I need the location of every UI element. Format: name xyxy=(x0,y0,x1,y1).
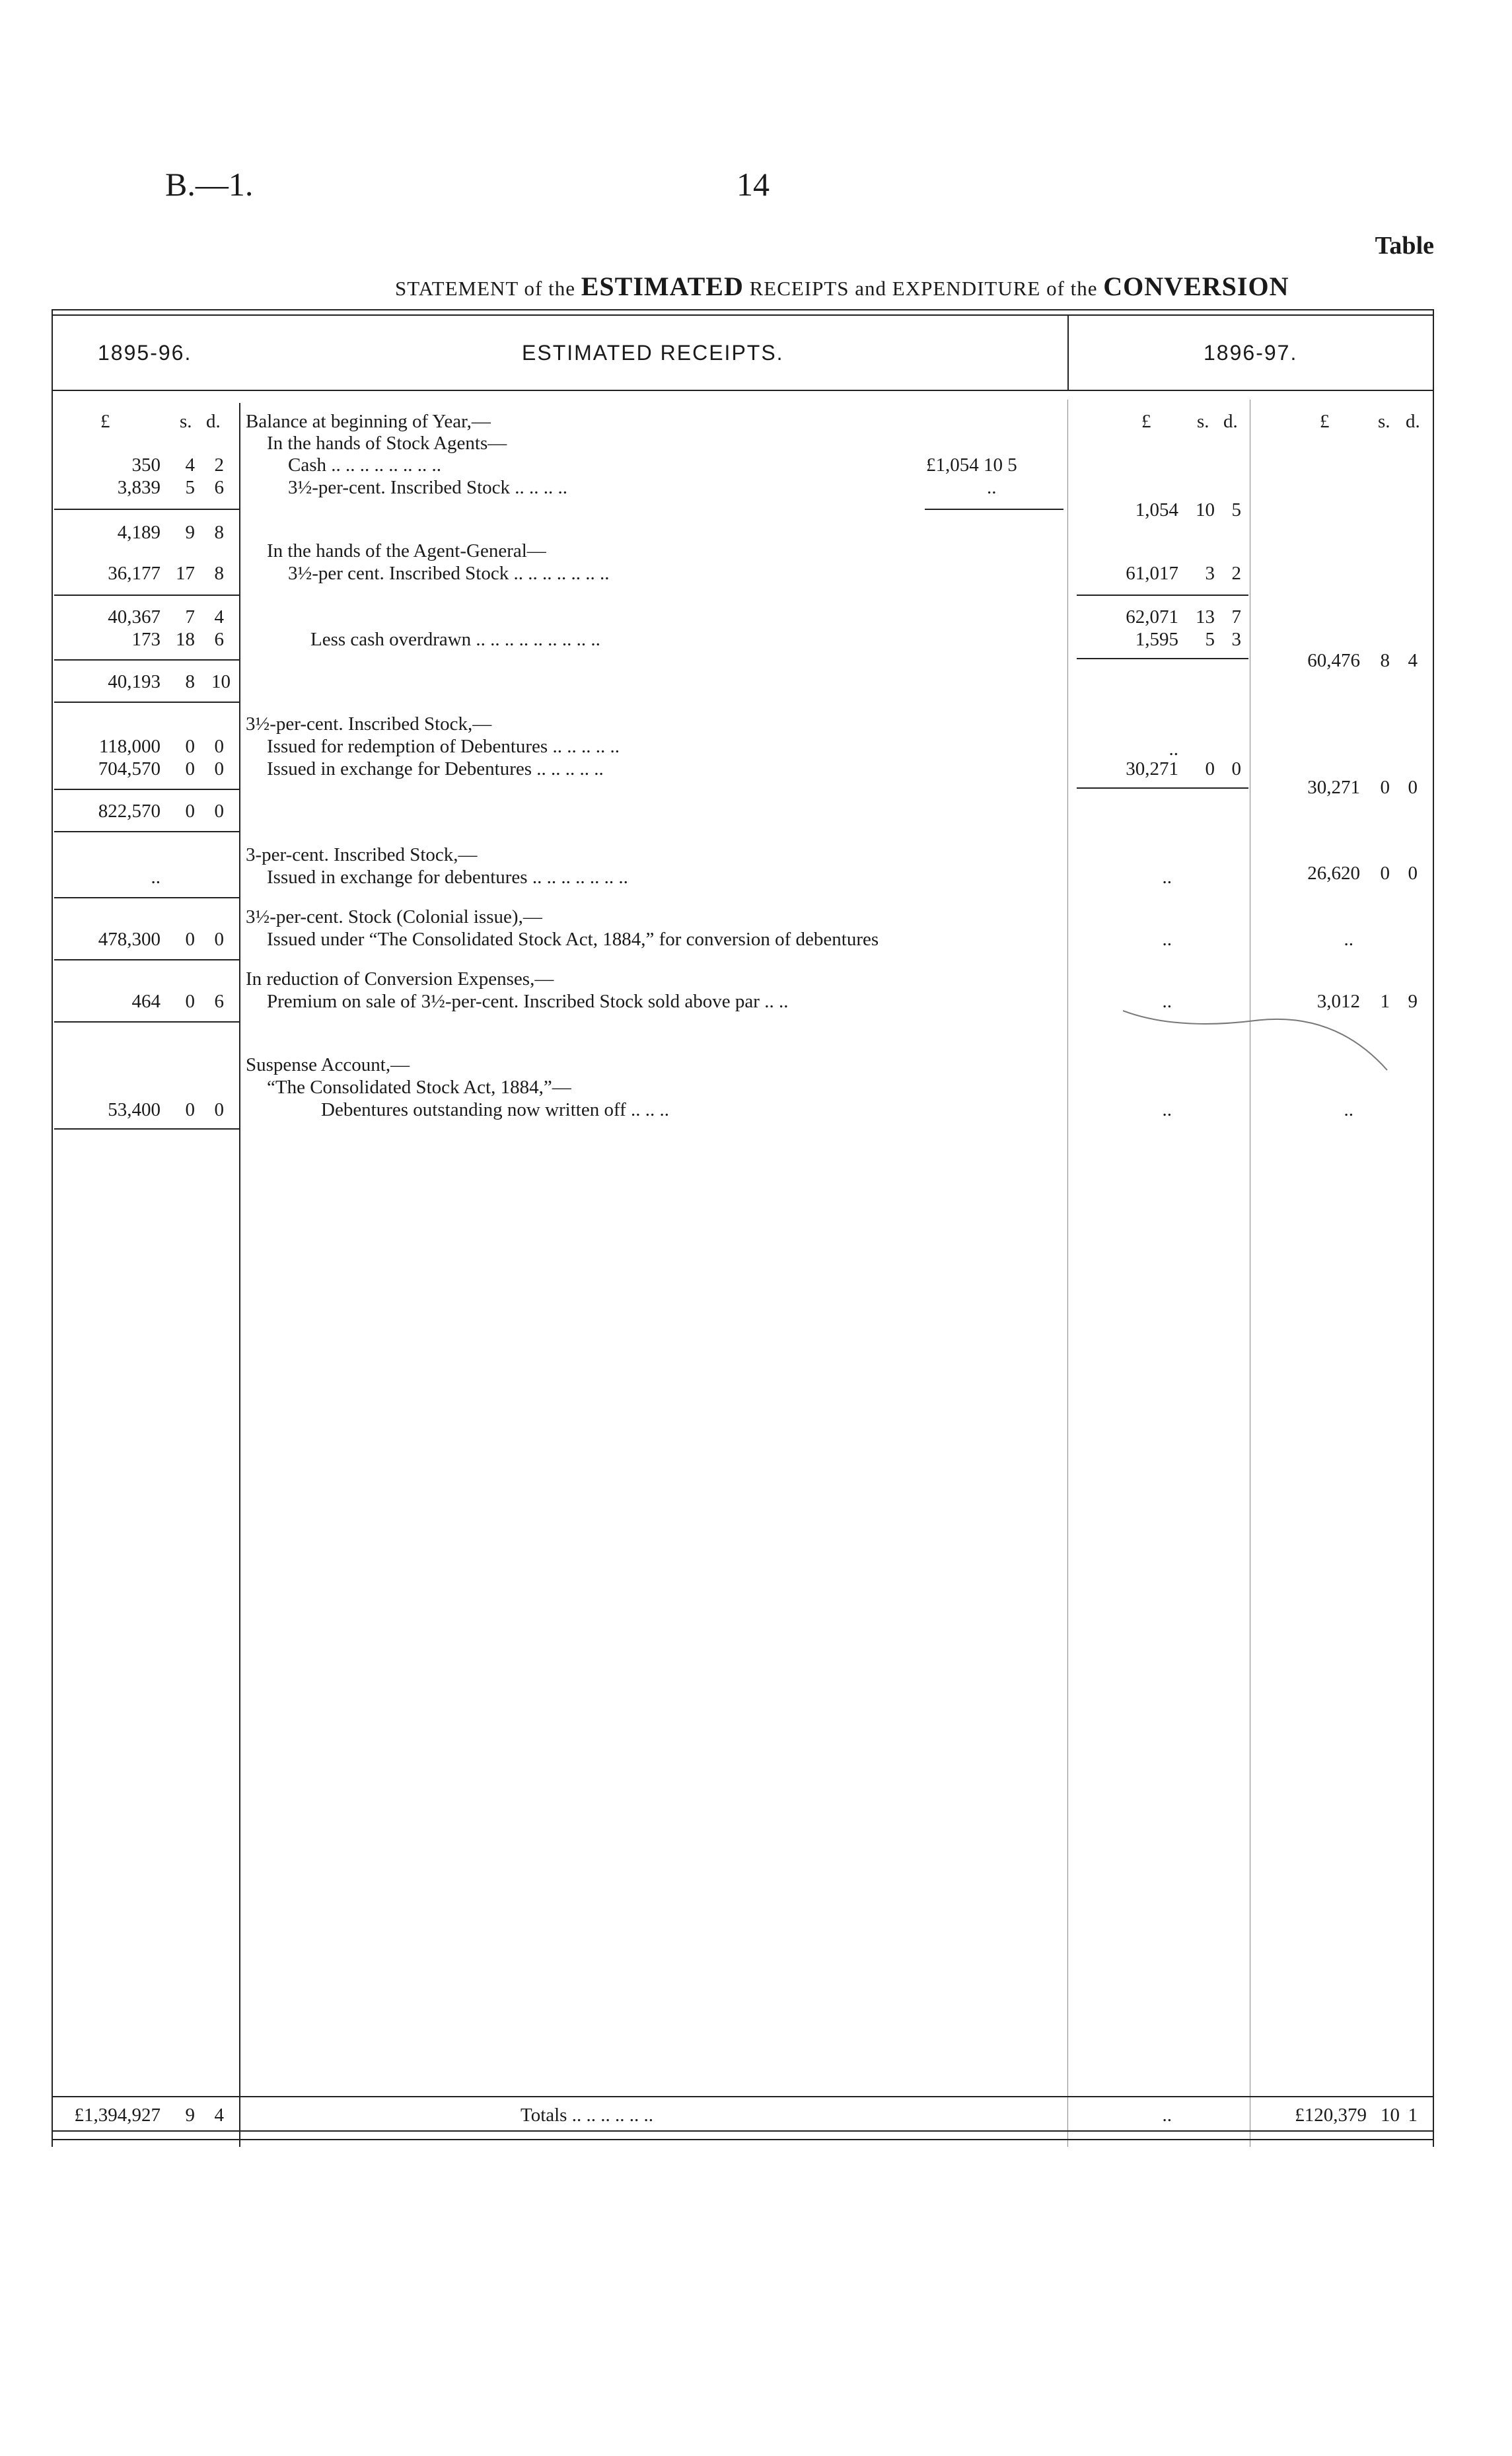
sub-dots: .. xyxy=(1162,867,1172,888)
sub-value: 30,271 xyxy=(1126,758,1178,779)
left-shillings: 0 xyxy=(185,758,195,779)
left-shillings: 0 xyxy=(185,991,195,1012)
desc-colonial-issue: 3½-per-cent. Stock (Colonial issue),— xyxy=(246,906,542,927)
total-pence: 0 xyxy=(1408,863,1418,884)
left-value: 40,193 xyxy=(108,671,161,692)
desc-suspense: Suspense Account,— xyxy=(246,1054,410,1075)
right-pound-header: £ xyxy=(1320,411,1330,432)
left-shillings: 4 xyxy=(185,454,195,476)
mid-pound-header: £ xyxy=(1141,411,1151,432)
total-value: 26,620 xyxy=(1307,863,1360,884)
left-shillings: 5 xyxy=(185,477,195,498)
left-value: 704,570 xyxy=(98,758,161,779)
total-shillings: 0 xyxy=(1380,863,1390,884)
mid-pence-header: d. xyxy=(1223,411,1238,432)
left-shillings: 17 xyxy=(176,563,195,584)
left-pence: 6 xyxy=(214,629,224,650)
left-pence: 6 xyxy=(214,477,224,498)
column-header-1896-97: 1896-97. xyxy=(1204,341,1298,365)
sub-value: 62,071 xyxy=(1126,606,1178,628)
desc-three-percent-exchange: Issued in exchange for debentures .. .. .. .. .. .. .. xyxy=(267,867,628,888)
left-value: 822,570 xyxy=(98,801,161,822)
desc-redemption: Issued for redemption of Debentures .. .. .. .. .. xyxy=(267,736,620,757)
sub-pence: 7 xyxy=(1231,606,1241,628)
sub-pence: 2 xyxy=(1231,563,1241,584)
desc-cash: Cash .. .. .. .. .. .. .. .. xyxy=(288,454,441,476)
left-shillings: 9 xyxy=(185,522,195,543)
left-dots: .. xyxy=(151,867,161,888)
left-value: 464 xyxy=(131,991,161,1012)
sub-value: 61,017 xyxy=(1126,563,1178,584)
sub-shillings: 3 xyxy=(1205,563,1215,584)
sub-shillings: 13 xyxy=(1196,606,1215,628)
left-value: 53,400 xyxy=(108,1099,161,1120)
sub-dots: .. xyxy=(1162,2105,1172,2126)
left-shillings: 8 xyxy=(185,671,195,692)
total-pence: 4 xyxy=(1408,650,1418,671)
desc-colonial-under: Issued under “The Consolidated Stock Act, 1884,” for conversion of debentures xyxy=(267,929,879,950)
left-shillings: 0 xyxy=(185,929,195,950)
desc-cash-amount: £1,054 10 5 xyxy=(926,454,1017,476)
sub-dots: .. xyxy=(1162,929,1172,950)
sub-shillings: 10 xyxy=(1196,499,1215,521)
sub-dots: .. xyxy=(1169,739,1178,760)
left-value: 118,000 xyxy=(98,736,161,757)
left-pence: 0 xyxy=(214,758,224,779)
left-pence: 0 xyxy=(214,736,224,757)
column-header-1895-96: 1895-96. xyxy=(98,341,192,365)
left-pence-header: d. xyxy=(206,411,221,432)
desc-inscribed-stock-header: 3½-per-cent. Inscribed Stock,— xyxy=(246,713,492,735)
total-value: 3,012 xyxy=(1316,991,1360,1012)
left-value: 40,367 xyxy=(108,606,161,628)
grand-total-shillings: 10 xyxy=(1381,2105,1400,2126)
grand-total-pence: 1 xyxy=(1408,2105,1418,2126)
desc-inscribed-stock: 3½-per-cent. Inscribed Stock .. .. .. .. xyxy=(288,477,568,498)
left-pence: 4 xyxy=(214,606,224,628)
left-value: 350 xyxy=(131,454,161,476)
left-pence: 0 xyxy=(214,929,224,950)
desc-exchange: Issued in exchange for Debentures .. .. .. .. .. xyxy=(267,758,604,779)
sub-dots: .. xyxy=(1162,1099,1172,1120)
total-value: 60,476 xyxy=(1307,650,1360,671)
sub-pence: 5 xyxy=(1231,499,1241,521)
left-shillings: 0 xyxy=(185,1099,195,1120)
left-pence: 8 xyxy=(214,522,224,543)
total-pence: 9 xyxy=(1408,991,1418,1012)
desc-premium: Premium on sale of 3½-per-cent. Inscribed Stock sold above par .. .. xyxy=(267,991,789,1012)
desc-inscribed-amount: .. xyxy=(987,477,997,498)
sub-shillings: 0 xyxy=(1205,758,1215,779)
total-pence: 0 xyxy=(1408,777,1418,798)
document-reference: B.—1. xyxy=(165,166,254,203)
right-pence-header: d. xyxy=(1406,411,1420,432)
desc-reduction: In reduction of Conversion Expenses,— xyxy=(246,968,554,990)
left-pence: 6 xyxy=(214,991,224,1012)
left-pence: 2 xyxy=(214,454,224,476)
table-label: Table xyxy=(1375,232,1434,260)
left-pence: 0 xyxy=(214,1099,224,1120)
total-dots: .. xyxy=(1344,929,1353,950)
total-shillings: 1 xyxy=(1380,991,1390,1012)
sub-shillings: 5 xyxy=(1205,629,1215,650)
total-shillings: 8 xyxy=(1380,650,1390,671)
left-pence: 0 xyxy=(214,801,224,822)
left-value: 4,189 xyxy=(117,522,161,543)
left-shillings: 7 xyxy=(185,606,195,628)
desc-act: “The Consolidated Stock Act, 1884,”— xyxy=(267,1077,571,1098)
left-shillings: 18 xyxy=(176,629,195,650)
desc-three-percent: 3-per-cent. Inscribed Stock,— xyxy=(246,844,478,865)
sub-value: 1,595 xyxy=(1135,629,1178,650)
statement-title: STATEMENT of the ESTIMATED RECEIPTS and EXPENDITURE of the CONVERSION xyxy=(395,271,1289,301)
left-shillings: 0 xyxy=(185,736,195,757)
left-value: 36,177 xyxy=(108,563,161,584)
desc-stock-agents: In the hands of Stock Agents— xyxy=(267,433,507,454)
desc-outstanding: Debentures outstanding now written off .. .. .. xyxy=(321,1099,670,1120)
total-shillings: 0 xyxy=(1380,777,1390,798)
left-pound-header: £ xyxy=(100,411,110,432)
pencil-mark xyxy=(1123,1004,1400,1083)
left-pence: 8 xyxy=(214,563,224,584)
left-total: £1,394,927 xyxy=(74,2105,161,2126)
left-total-pence: 4 xyxy=(214,2105,224,2126)
left-total-shillings: 9 xyxy=(185,2105,195,2126)
left-shillings: 0 xyxy=(185,801,195,822)
mid-shilling-header: s. xyxy=(1197,411,1209,432)
desc-less-cash-overdrawn: Less cash overdrawn .. .. .. .. .. .. .. .. .. xyxy=(310,629,600,650)
sub-value: 1,054 xyxy=(1135,499,1178,521)
desc-totals: Totals .. .. .. .. .. .. xyxy=(521,2105,653,2126)
total-value: 30,271 xyxy=(1307,777,1360,798)
left-shilling-header: s. xyxy=(180,411,192,432)
right-shilling-header: s. xyxy=(1378,411,1390,432)
sub-dots: .. xyxy=(1162,991,1172,1012)
desc-balance: Balance at beginning of Year,— xyxy=(246,411,491,432)
left-pence: 10 xyxy=(211,671,231,692)
sub-pence: 3 xyxy=(1231,629,1241,650)
left-value: 478,300 xyxy=(98,929,161,950)
sub-pence: 0 xyxy=(1231,758,1241,779)
total-dots: .. xyxy=(1344,1099,1353,1120)
left-value: 173 xyxy=(131,629,161,650)
desc-agent-general-stock: 3½-per cent. Inscribed Stock .. .. .. .. .. .. .. xyxy=(288,563,610,584)
grand-total: £120,379 xyxy=(1295,2105,1367,2126)
left-value: 3,839 xyxy=(117,477,161,498)
desc-agent-general: In the hands of the Agent-General— xyxy=(267,540,546,561)
page-number: 14 xyxy=(737,166,770,203)
column-header-estimated-receipts: ESTIMATED RECEIPTS. xyxy=(522,341,784,365)
